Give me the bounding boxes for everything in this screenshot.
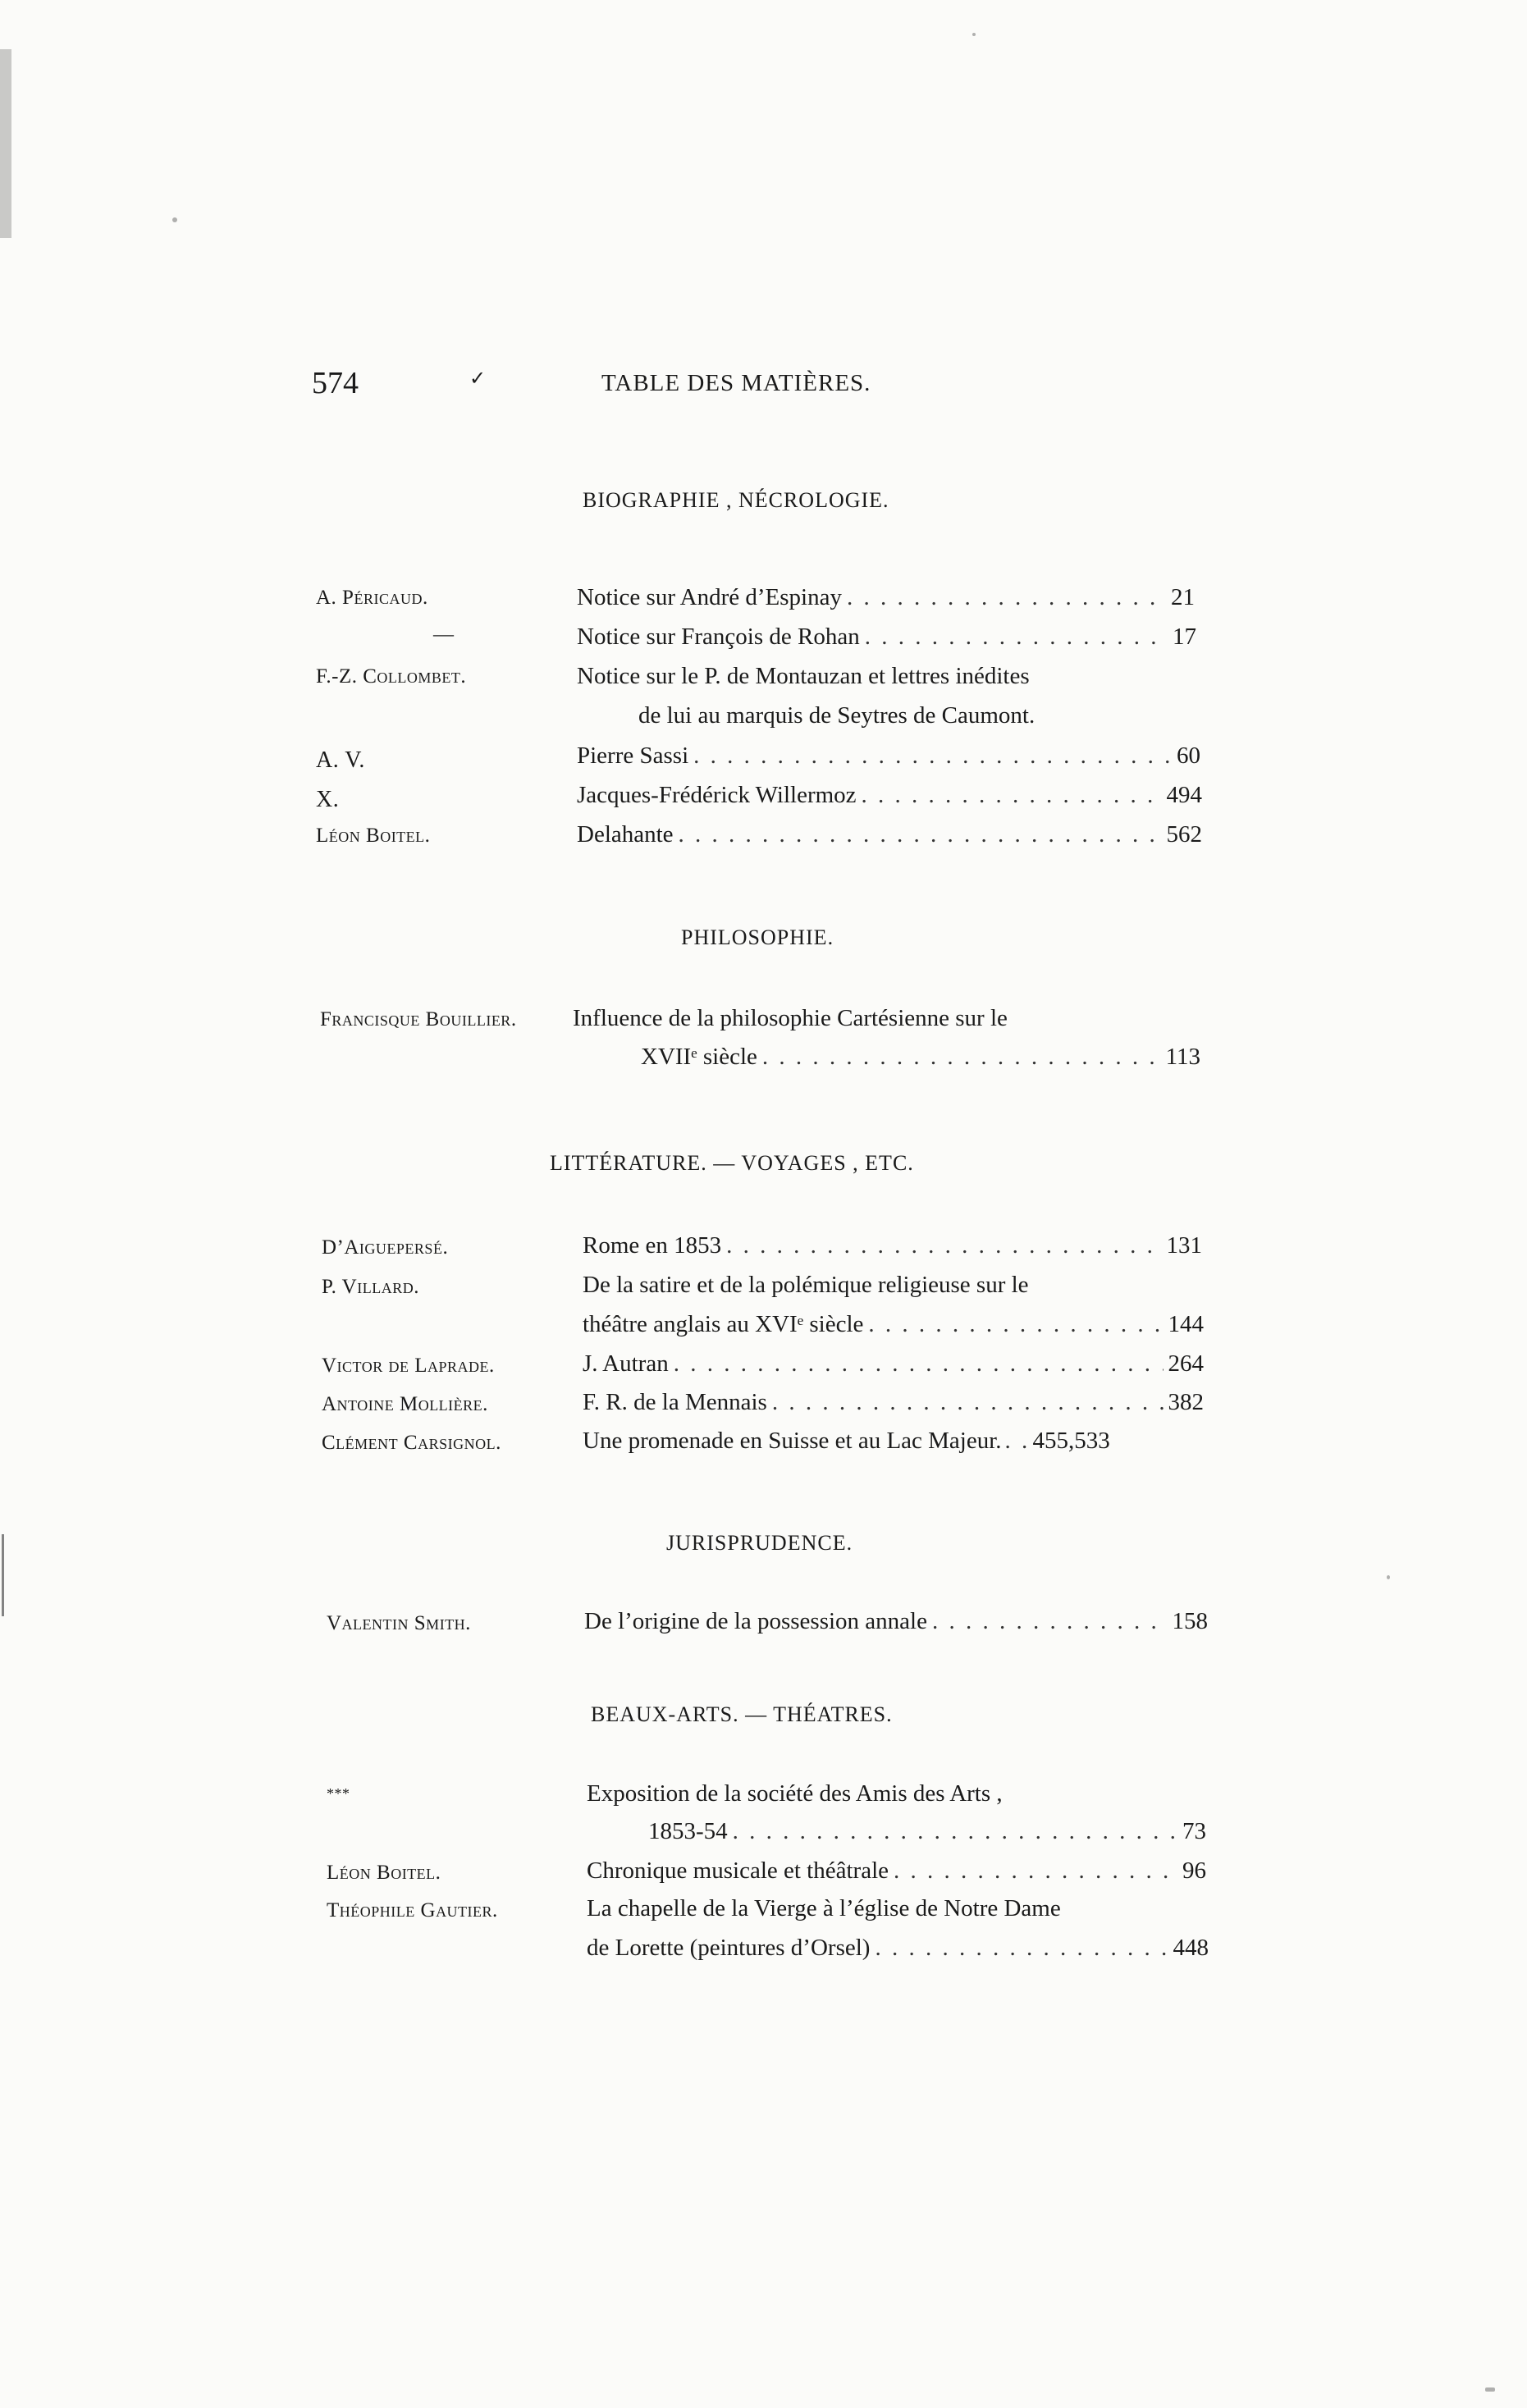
entry-author: Léon Boitel. (316, 825, 431, 847)
entry-page: 455,533 (1032, 1428, 1110, 1454)
entry-author: — (433, 624, 455, 646)
entry-title-line (583, 1350, 1204, 1378)
entry-title: Une promenade en Suisse et au Lac Majeur. (583, 1428, 1002, 1454)
entry-title-line (577, 821, 1202, 848)
running-title: TABLE DES MATIÈRES. (601, 370, 871, 396)
entry-title-line (577, 743, 1200, 770)
toc-entry (0, 1005, 1527, 1046)
entry-author: F.-Z. Collombet. (316, 665, 467, 688)
entry-page: 144 (1168, 1311, 1204, 1337)
entry-title-line (583, 1389, 1204, 1416)
entry-title: Chronique musicale et théâtrale (587, 1857, 889, 1884)
entry-title: J. Autran (583, 1350, 669, 1377)
entry-title-line (583, 1428, 1209, 1455)
dot-leader (674, 1350, 1164, 1378)
entry-title: 1853-54 (648, 1818, 728, 1844)
entry-title-line (587, 1895, 1061, 1922)
toc-entry-continuation (0, 1311, 1527, 1352)
speck (172, 217, 177, 222)
toc-entry (0, 1895, 1527, 1936)
entry-title-line (648, 1818, 1206, 1845)
entry-author: Victor de Laprade. (322, 1355, 495, 1377)
dot-leader (932, 1608, 1168, 1635)
dot-leader (894, 1857, 1177, 1885)
entry-title: De la satire et de la polémique religieuse sur le (583, 1272, 1029, 1298)
entry-author: A. Péricaud. (316, 587, 428, 609)
entry-title: Notice sur le P. de Montauzan et lettres inédites (577, 663, 1030, 689)
toc-entry-continuation (0, 1044, 1527, 1085)
entry-author: Francisque Bouillier. (320, 1008, 517, 1030)
entry-title-line (641, 1044, 1200, 1071)
dot-leader (726, 1232, 1161, 1259)
dot-leader (875, 1935, 1168, 1962)
entry-title: Rome en 1853 (583, 1232, 722, 1259)
entry-author: D’Aiguepersé. (322, 1236, 449, 1259)
dot-leader (762, 1044, 1161, 1071)
toc-entry (0, 821, 1527, 862)
entry-title: Jacques-Frédérick Willermoz (577, 782, 857, 808)
entry-title: théâtre anglais au XVIᵉ siècle (583, 1311, 864, 1337)
entry-title: de lui au marquis de Seytres de Caumont. (638, 702, 1036, 729)
toc-entry (0, 1389, 1527, 1430)
entry-page: 17 (1173, 624, 1196, 650)
entry-title: Notice sur André d’Espinay (577, 584, 842, 610)
entry-title-line (638, 702, 1035, 729)
section-heading: BEAUX-ARTS. — THÉATRES. (591, 1702, 893, 1726)
entry-page: 113 (1165, 1044, 1200, 1070)
toc-entry (0, 1780, 1527, 1821)
entry-author: P. Villard. (322, 1276, 419, 1298)
dot-leader (847, 584, 1166, 611)
toc-entry (0, 1232, 1527, 1273)
entry-title: La chapelle de la Vierge à l’église de Notre Dame (587, 1895, 1061, 1921)
entry-page: 73 (1182, 1818, 1206, 1844)
scan-edge-shadow (0, 49, 11, 238)
page-number: 574 (312, 366, 359, 400)
dot-leader (693, 743, 1172, 770)
dot-leader (868, 1311, 1163, 1338)
entry-title: De l’origine de la possession annale (584, 1608, 927, 1634)
entry-title-line (583, 1272, 1029, 1299)
entry-title: Notice sur François de Rohan (577, 624, 860, 650)
section-heading: BIOGRAPHIE , NÉCROLOGIE. (583, 488, 889, 512)
entry-page: 96 (1182, 1857, 1206, 1884)
entry-title: F. R. de la Mennais (583, 1389, 767, 1415)
entry-author: Clément Carsignol. (322, 1432, 501, 1454)
entry-title-line (577, 584, 1195, 611)
entry-page: 448 (1173, 1935, 1209, 1961)
section-heading: PHILOSOPHIE. (681, 925, 834, 949)
entry-title-line (587, 1857, 1206, 1885)
dot-leader (865, 624, 1168, 651)
entry-title: Delahante (577, 821, 674, 848)
entry-title-line (587, 1780, 1003, 1807)
toc-entry-continuation (0, 702, 1527, 743)
section-heading: LITTÉRATURE. — VOYAGES , ETC. (550, 1151, 914, 1175)
toc-entry (0, 1608, 1527, 1649)
toc-entry (0, 1350, 1527, 1391)
entry-title-line (573, 1005, 1008, 1032)
toc-entry (0, 782, 1527, 823)
entry-page: 158 (1172, 1608, 1208, 1634)
entry-title: Exposition de la société des Amis des Arts , (587, 1780, 1003, 1807)
dot-leader (679, 821, 1162, 848)
entry-title-line (577, 663, 1030, 690)
page-header (0, 365, 1527, 406)
entry-author: Valentin Smith. (327, 1612, 471, 1634)
toc-entry-continuation (0, 1818, 1527, 1859)
toc-entry (0, 624, 1527, 665)
toc-entry (0, 1428, 1527, 1469)
entry-page: 494 (1166, 782, 1202, 808)
entry-title: Pierre Sassi (577, 743, 689, 769)
check-mark-icon: ✓ (469, 368, 487, 390)
entry-page: 60 (1177, 743, 1200, 769)
toc-entry (0, 1272, 1527, 1313)
entry-title-line (587, 1935, 1209, 1962)
toc-entry (0, 1857, 1527, 1899)
dot-leader (772, 1389, 1164, 1416)
speck (1485, 2387, 1495, 2392)
entry-page: 562 (1166, 821, 1202, 848)
toc-entry (0, 743, 1527, 784)
entry-page: 21 (1171, 584, 1195, 610)
entry-title-line (577, 624, 1196, 651)
entry-page: 131 (1166, 1232, 1202, 1259)
entry-title: XVIIᵉ siècle (641, 1044, 757, 1070)
entry-title-line (583, 1232, 1202, 1259)
toc-entry (0, 663, 1527, 704)
speck (972, 33, 976, 36)
entry-page: 264 (1168, 1350, 1204, 1377)
entry-author: A. V. (316, 747, 365, 773)
entry-author: *** (327, 1785, 350, 1802)
dot-leader (733, 1818, 1177, 1845)
dot-leader (862, 782, 1162, 809)
toc-entry-continuation (0, 1935, 1527, 1976)
entry-title-line (584, 1608, 1208, 1635)
entry-title: de Lorette (peintures d’Orsel) (587, 1935, 871, 1961)
entry-author: X. (316, 787, 340, 812)
entry-page: 382 (1168, 1389, 1204, 1415)
toc-entry (0, 584, 1527, 625)
entry-title-line (577, 782, 1202, 809)
speck (1387, 1575, 1390, 1579)
entry-author: Antoine Mollière. (322, 1393, 488, 1415)
dot-leader (1005, 1428, 1030, 1455)
section-heading: JURISPRUDENCE. (666, 1531, 853, 1555)
entry-title-line (583, 1311, 1204, 1338)
entry-title: Influence de la philosophie Cartésienne sur le (573, 1005, 1008, 1031)
entry-author: Léon Boitel. (327, 1862, 441, 1884)
scan-edge-line (2, 1534, 4, 1616)
entry-author: Théophile Gautier. (327, 1899, 498, 1921)
